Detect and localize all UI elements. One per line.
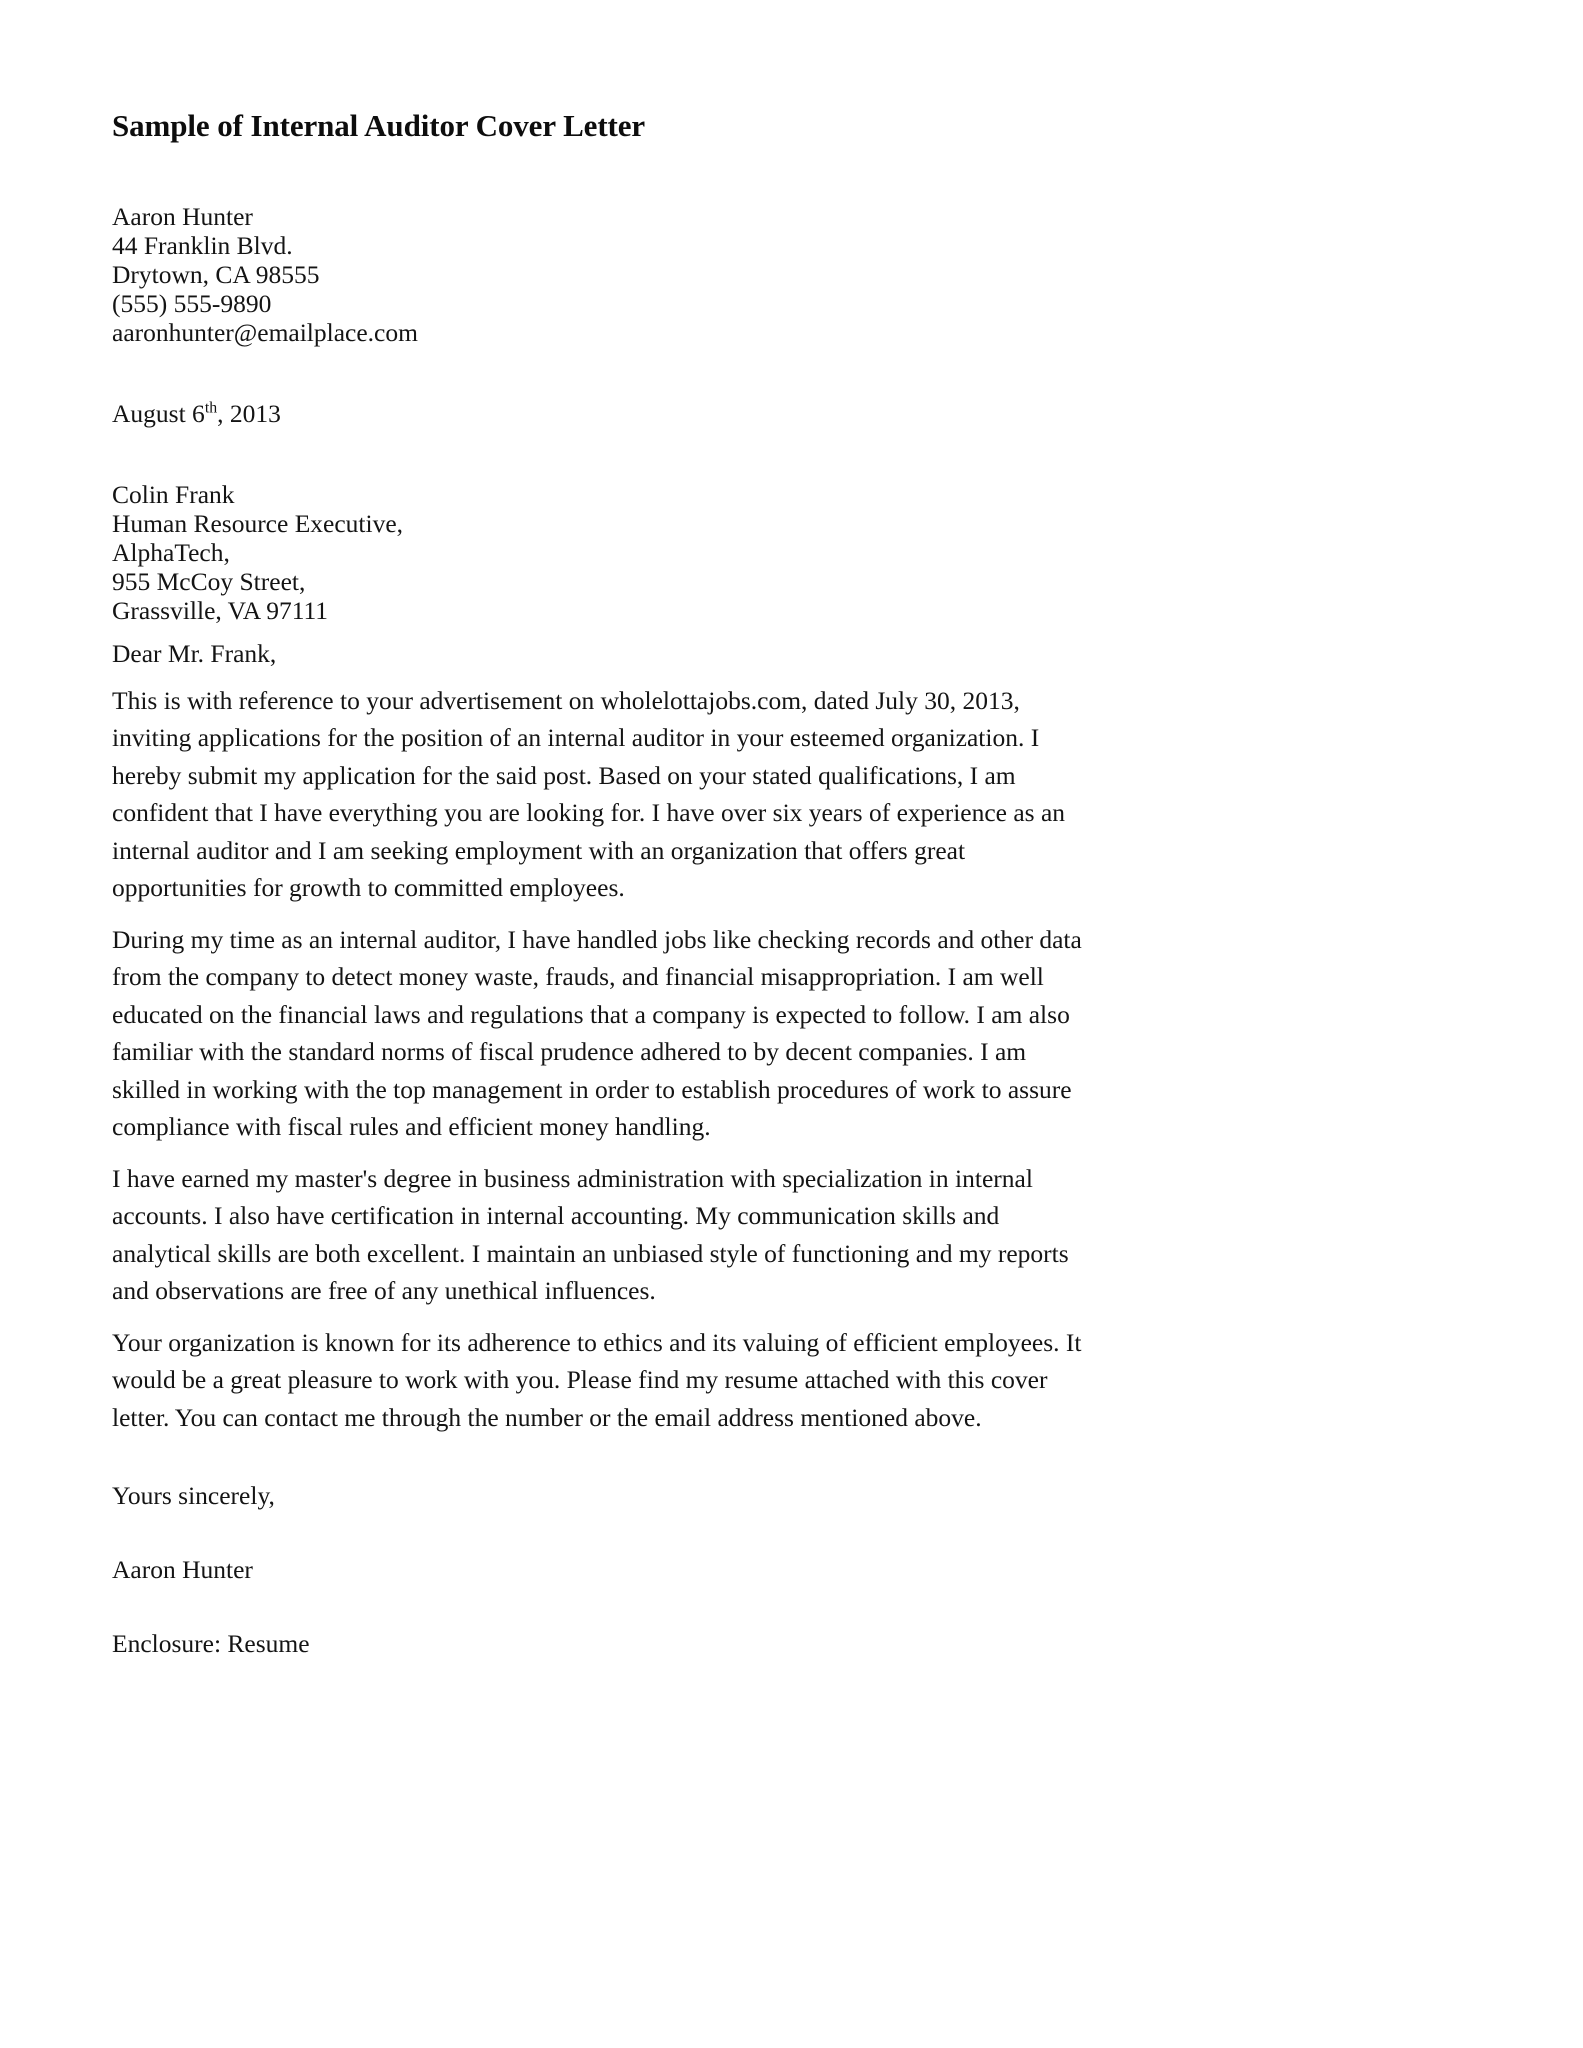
sender-name: Aaron Hunter — [112, 201, 253, 231]
spacer-after-date — [112, 428, 1097, 480]
spacer-after-recipient — [112, 625, 1097, 639]
recipient-name: Colin Frank — [112, 479, 235, 509]
sender-email: aaronhunter@emailplace.com — [112, 317, 418, 347]
spacer-before-closing — [112, 1436, 1097, 1481]
date-ordinal-suffix: th — [204, 399, 218, 417]
body-paragraph: I have earned my master's degree in business administration with specialization in internal accounts. I also have certification in internal accounting. My communication skills and analytical skills are both excellent. I maintain an unbiased style of functioning and my reports and observations are free of any unethical influences. — [112, 1163, 1069, 1306]
date-year: , 2013 — [217, 398, 281, 428]
body-paragraph: This is with reference to your advertisement on wholelottajobs.com, dated July 30, 2013, inviting applications for the position of an internal auditor in your esteemed organization. I hereby submit my application for the said post. Based on your stated qualifications, I am confident that I have everything you are looking for. I have over six years of experience as an internal auditor and I am seeking employment with an organization that offers great opportunities for growth to committed employees. — [112, 685, 1066, 903]
letter-date — [112, 399, 1097, 428]
sender-address-block — [112, 202, 1097, 347]
closing-salutation: Yours sincerely, — [112, 1481, 275, 1511]
sender-phone: (555) 555-9890 — [112, 288, 272, 318]
signature-name: Aaron Hunter — [112, 1555, 253, 1585]
page-title: Sample of Internal Auditor Cover Letter — [112, 108, 646, 143]
body-paragraph: Your organization is known for its adherence to ethics and its valuing of efficient employees. It would be a great pleasure to work with you. Please find my resume attached with this cover letter. You can contact me through the number or the email address mentioned above. — [112, 1327, 1082, 1432]
spacer-after-salutation — [112, 668, 1097, 682]
spacer-before-enclosure — [112, 1584, 1097, 1629]
body-paragraph: During my time as an internal auditor, I have handled jobs like checking records and other data from the company to detect money waste, frauds, and financial misappropriation. I am well educated on the financial laws and regulations that a company is expected to follow. I am also familiar with the standard norms of fiscal prudence adhered to by decent companies. I am skilled in working with the top management in order to establish procedures of work to assure compliance with fiscal rules and efficient money handling. — [112, 924, 1082, 1142]
spacer-after-sender — [112, 347, 1097, 399]
letter-content — [112, 108, 1097, 1658]
enclosure-note: Enclosure: Resume — [112, 1629, 310, 1659]
recipient-street: 955 McCoy Street, — [112, 566, 306, 596]
recipient-city-state-zip: Grassville, VA 97111 — [112, 595, 329, 625]
signature-space — [112, 1510, 1097, 1555]
salutation: Dear Mr. Frank, — [112, 638, 277, 668]
date-month-day: August 6 — [112, 398, 205, 428]
recipient-job-title: Human Resource Executive, — [112, 508, 404, 538]
recipient-address-block — [112, 480, 1097, 625]
sender-street: 44 Franklin Blvd. — [112, 230, 293, 260]
recipient-company: AlphaTech, — [112, 537, 230, 567]
sender-city-state-zip: Drytown, CA 98555 — [112, 259, 320, 289]
